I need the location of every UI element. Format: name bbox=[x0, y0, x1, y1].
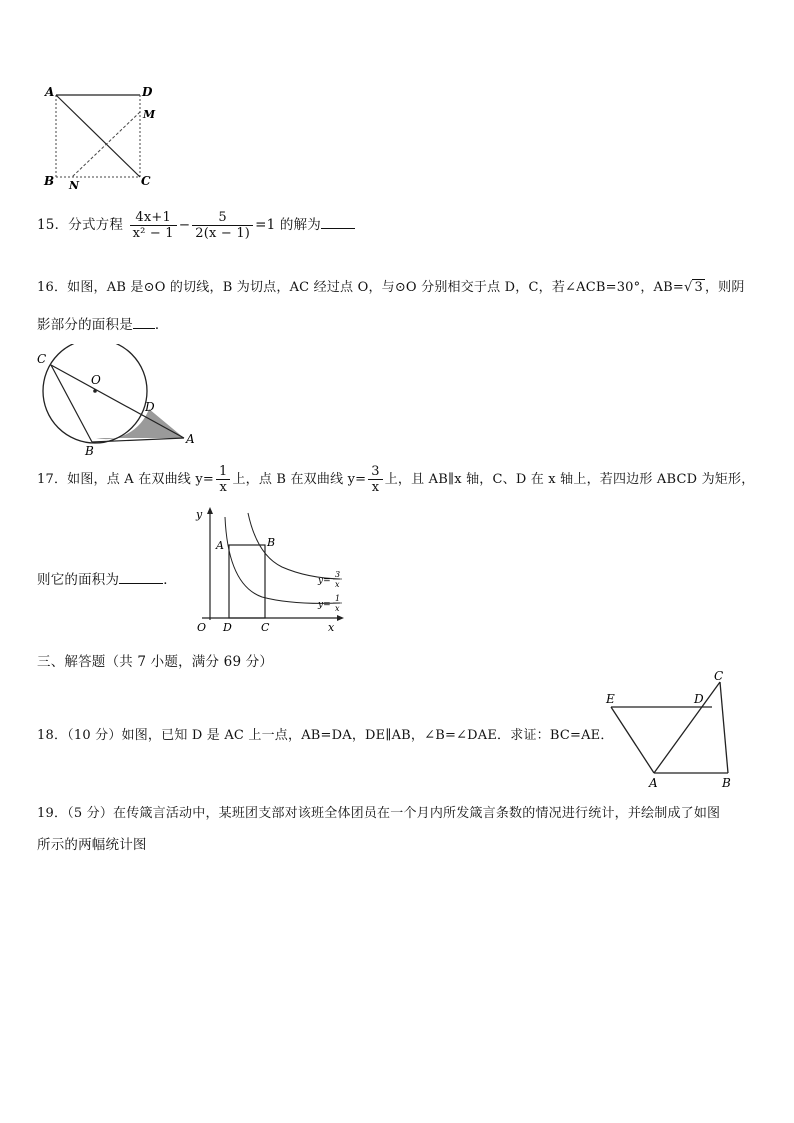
q17-fraction-2 bbox=[368, 464, 382, 495]
question-18: 18．（10 分）如图，已知 D 是 AC 上一点，AB=DA，DE∥AB，∠B=∠DAE．求证：BC=AE． bbox=[37, 728, 614, 743]
label-C: C bbox=[714, 669, 724, 683]
question-16-line-2 bbox=[37, 313, 169, 333]
curve-3-numerator: 3 bbox=[335, 570, 341, 579]
q17-frac1-numerator: 1 bbox=[218, 464, 228, 479]
segment-CB bbox=[720, 682, 728, 773]
label-D: D bbox=[142, 85, 153, 99]
q15-suffix: 的解为 bbox=[279, 217, 321, 233]
q17-fraction-1 bbox=[216, 464, 230, 495]
q16-line-2-end: ． bbox=[154, 317, 169, 333]
label-B: B bbox=[722, 776, 731, 790]
segment-AC bbox=[654, 682, 720, 773]
curve-1-denominator: x bbox=[335, 604, 340, 613]
q16-sqrt-value: 3 bbox=[694, 280, 703, 295]
question-19-line-1: 19．（5 分）在传箴言活动中，某班团支部对该班全体团员在一个月内所发箴言条数的情况进行统计，并绘制成了如图 bbox=[37, 806, 721, 821]
label-D: D bbox=[223, 621, 232, 634]
x-axis-arrow bbox=[337, 615, 344, 621]
label-curve-1 bbox=[317, 600, 331, 610]
segment-EA bbox=[611, 707, 654, 773]
circle-tangent-figure bbox=[30, 344, 205, 456]
label-A: A bbox=[186, 432, 195, 446]
curve-y-1-over-x bbox=[225, 517, 340, 603]
q15-frac2-numerator: 5 bbox=[218, 210, 227, 225]
label-N: N bbox=[69, 179, 80, 192]
q15-prefix: 分式方程 bbox=[68, 217, 124, 233]
q15-minus: − bbox=[178, 217, 191, 233]
q17-frac1-denominator: x bbox=[216, 479, 230, 495]
q16-sqrt: √ 3 bbox=[683, 280, 703, 295]
center-point bbox=[93, 389, 97, 393]
label-curve-3 bbox=[317, 576, 331, 586]
section-3-heading: 三、解答题（共 7 小题，满分 69 分） bbox=[37, 654, 274, 670]
q15-fraction-1 bbox=[130, 210, 177, 241]
q15-equals: =1 bbox=[255, 217, 276, 233]
label-O: O bbox=[197, 621, 207, 634]
curve-y-3-over-x bbox=[248, 513, 340, 579]
label-B: B bbox=[44, 174, 55, 188]
q16-answer-blank bbox=[133, 316, 155, 329]
label-A: A bbox=[216, 539, 224, 552]
q17-frac2-numerator: 3 bbox=[371, 464, 380, 479]
question-17-line-1 bbox=[37, 464, 754, 495]
label-y: y bbox=[196, 508, 203, 521]
label-D: D bbox=[145, 400, 155, 414]
q15-frac1-numerator: 4x+1 bbox=[135, 210, 171, 225]
q17-text-c: 上，且 AB∥x 轴，C、D 在 x 轴上，若四边形 ABCD 为矩形， bbox=[384, 472, 755, 487]
q16-text-b: ，则阴 bbox=[704, 280, 745, 295]
triangle-figure bbox=[600, 668, 750, 794]
label-B: B bbox=[267, 536, 276, 549]
diagonal-AC bbox=[56, 95, 140, 177]
label-B: B bbox=[85, 444, 94, 456]
label-D: D bbox=[694, 692, 704, 706]
label-O: O bbox=[91, 373, 101, 387]
question-15 bbox=[37, 210, 355, 241]
label-C: C bbox=[141, 174, 151, 188]
label-C: C bbox=[261, 621, 270, 634]
hyperbola-figure bbox=[192, 505, 352, 640]
label-M: M bbox=[143, 108, 156, 121]
curve-3-y: y= bbox=[318, 576, 331, 586]
label-C: C bbox=[37, 352, 47, 366]
square-figure bbox=[40, 82, 165, 192]
label-A: A bbox=[649, 776, 658, 790]
q17-frac2-denominator: x bbox=[368, 479, 382, 495]
q16-text-a: 16．如图，AB 是⊙O 的切线，B 为切点，AC 经过点 O，与⊙O 分别相交于点 D，C，若∠ACB=30°，AB= bbox=[37, 280, 684, 295]
q17-line-2-text: 则它的面积为 bbox=[37, 572, 120, 588]
question-19-line-2: 所示的两幅统计图 bbox=[37, 837, 147, 853]
question-17-line-2 bbox=[37, 568, 177, 588]
q16-line-2-text: 影部分的面积是 bbox=[37, 317, 133, 333]
q17-text-b: 上，点 B 在双曲线 y= bbox=[232, 472, 367, 487]
y-axis-arrow bbox=[207, 507, 213, 514]
rectangle-ABCD bbox=[229, 545, 265, 618]
q15-fraction-2 bbox=[192, 210, 253, 241]
curve-1-numerator: 1 bbox=[335, 594, 341, 603]
q15-frac2-denominator: 2(x − 1) bbox=[192, 225, 253, 241]
q15-frac1-denominator: x² − 1 bbox=[130, 225, 177, 241]
curve-1-y: y= bbox=[318, 600, 331, 610]
curve-3-denominator: x bbox=[335, 580, 340, 589]
q15-number: 15． bbox=[37, 217, 69, 233]
circle-O bbox=[43, 344, 147, 443]
q17-line-2-end: ． bbox=[163, 572, 177, 588]
q15-answer-blank bbox=[321, 216, 355, 229]
label-A: A bbox=[45, 85, 55, 99]
label-E: E bbox=[606, 692, 615, 706]
q17-text-a: 17．如图，点 A 在双曲线 y= bbox=[37, 472, 214, 487]
question-16-line-1 bbox=[37, 276, 745, 295]
label-x: x bbox=[328, 621, 335, 634]
q17-answer-blank bbox=[119, 571, 163, 584]
